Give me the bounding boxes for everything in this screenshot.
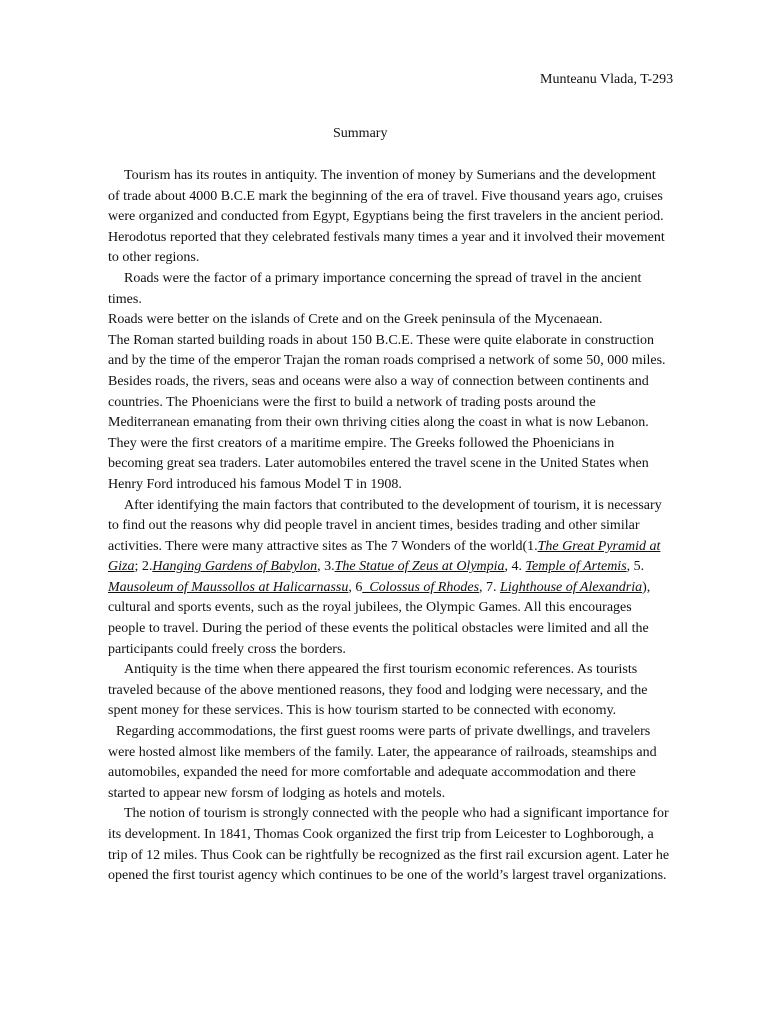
text-line: were organized and conducted from Egypt, Egyptians being the first travelers in the ancient period.	[108, 209, 664, 225]
text-line: Regarding accommodations, the first guest rooms were parts of private dwellings, and travelers	[116, 724, 651, 740]
text-line: people to travel. During the period of these events the political obstacles were limited and all the	[108, 621, 649, 637]
separator: ),	[642, 579, 651, 595]
link-hanging-gardens[interactable]: Hanging Gardens of Babylon	[152, 559, 318, 575]
link-mausoleum[interactable]: Mausoleum of Maussollos at Halicarnassu	[108, 579, 349, 595]
text-line: started to appear new forsm of lodging as hotels and motels.	[108, 785, 446, 801]
text-line: Tourism has its routes in antiquity. The invention of money by Sumerians and the development	[124, 168, 656, 183]
text-line: to find out the reasons why did people travel in ancient times, besides trading and other similar	[108, 518, 640, 534]
text-line: spent money for these services. This is how tourism started to be connected with economy.	[108, 703, 617, 719]
text-line: to other regions.	[108, 250, 200, 266]
text-line: participants could freely cross the borders.	[108, 641, 346, 657]
wonders-line-3	[108, 578, 712, 599]
text-line: After identifying the main factors that contributed to the development of tourism, it is necessary	[124, 497, 662, 513]
text-line: The Roman started building roads in about 150 B.C.E. These were quite elaborate in construction	[108, 332, 654, 348]
link-colossus-of-rhodes[interactable]: _Colossus of Rhodes	[362, 579, 480, 595]
text-line: They were the first creators of a maritime empire. The Greeks followed the Phoenicians in	[108, 435, 615, 451]
document-body	[108, 166, 712, 887]
text-line: automobiles, expanded the need for more comfortable and adequate accommodation and there	[108, 765, 636, 781]
text-line: its development. In 1841, Thomas Cook organized the first trip from Leicester to Loghborough, a	[108, 827, 654, 842]
text-line: Henry Ford introduced his famous Model T in 1908.	[108, 476, 402, 492]
text-line: Roads were the factor of a primary importance concerning the spread of travel in the ancient	[124, 270, 642, 286]
text-line: times.	[108, 291, 142, 307]
separator: , 7.	[479, 579, 501, 595]
text-line: and by the time of the emperor Trajan the roman roads comprised a network of some 50, 000 miles.	[108, 353, 666, 369]
text-line: opened the first tourist agency which continues to be one of the world’s largest travel organizations.	[108, 868, 667, 884]
text-line: Mediterranean emanating from their own thriving cities along the coast in what is now Lebanon.	[108, 415, 649, 431]
link-great-pyramid-cont[interactable]: Giza	[108, 559, 135, 575]
text-line: trip of 12 miles. Thus Cook can be rightfully be recognized as the first rail excursion agent. Later he	[108, 847, 670, 863]
text-line: of trade about 4000 B.C.E mark the beginning of the era of travel. Five thousand years ago, cruises	[108, 188, 663, 204]
text-line: Antiquity is the time when there appeared the first tourism economic references. As tourists	[124, 662, 638, 678]
separator: , 3.	[317, 559, 335, 575]
wonders-intro: activities. There were many attractive sites as The 7 Wonders of the world(1.	[108, 538, 538, 554]
text-line: Roads were better on the islands of Crete and on the Greek peninsula of the Mycenaean.	[108, 312, 603, 328]
text-line: becoming great sea traders. Later automobiles entered the travel scene in the United States when	[108, 456, 649, 472]
link-lighthouse-of-alexandria[interactable]: Lighthouse of Alexandria	[500, 579, 643, 595]
separator: , 4.	[504, 559, 526, 575]
document-title: Summary	[333, 126, 388, 141]
link-temple-of-artemis[interactable]: Temple of Artemis	[525, 559, 627, 575]
separator: ; 2.	[134, 559, 153, 575]
link-great-pyramid[interactable]: The Great Pyramid at	[537, 538, 661, 554]
link-statue-of-zeus[interactable]: The Statue of Zeus at Olympia	[334, 559, 505, 575]
wonders-line-2	[108, 557, 712, 578]
separator: , 6	[348, 579, 363, 595]
text-line: The notion of tourism is strongly connected with the people who had a significant importance for	[124, 806, 669, 822]
text-line: were hosted almost like members of the family. Later, the appearance of railroads, steamships and	[108, 744, 657, 760]
text-line: Besides roads, the rivers, seas and oceans were also a way of connection between continents and	[108, 373, 649, 389]
text-line: cultural and sports events, such as the royal jubilees, the Olympic Games. All this encourages	[108, 600, 632, 616]
text-line: countries. The Phoenicians were the first to build a network of trading posts around the	[108, 394, 596, 410]
author-line: Munteanu Vlada, T-293	[540, 72, 674, 87]
text-line: Herodotus reported that they celebrated festivals many times a year and it involved their movement	[108, 229, 665, 245]
separator: , 5.	[626, 559, 645, 575]
wonders-line-1	[108, 537, 712, 558]
text-line: traveled because of the above mentioned reasons, they food and lodging were necessary, and the	[108, 682, 648, 698]
